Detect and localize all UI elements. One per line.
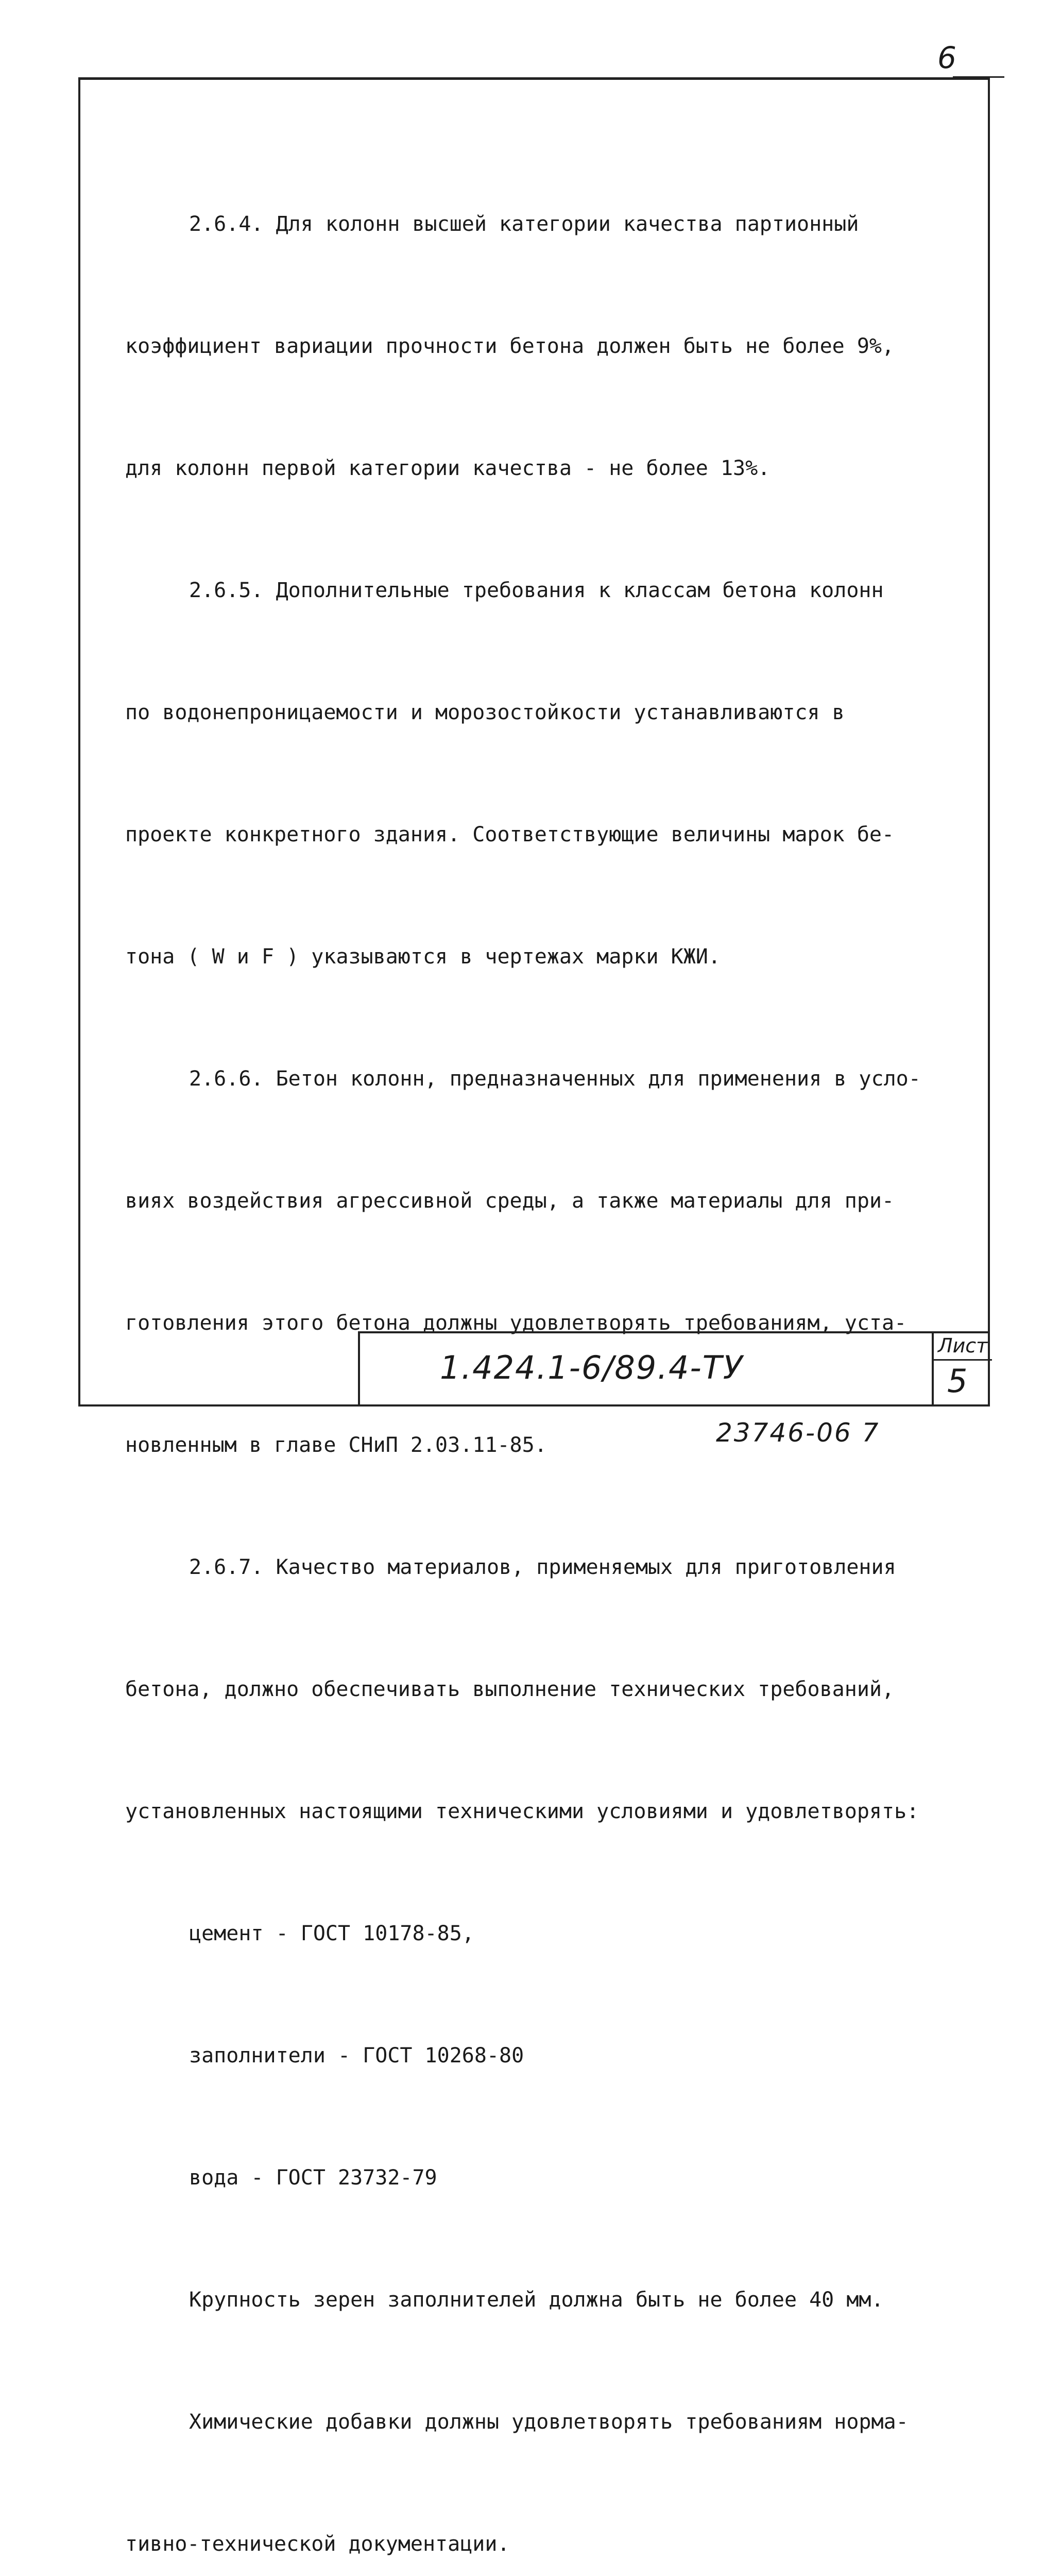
text-line: новленным в главе СНиП 2.03.11-85. bbox=[125, 1433, 547, 1457]
sheet-label: Лист bbox=[938, 1334, 988, 1357]
text-line: 2.6.7. Качество материалов, применяемых для приготовления bbox=[189, 1555, 896, 1579]
sheet-number: 5 bbox=[947, 1362, 968, 1400]
text-line: бетона, должно обеспечивать выполнение технических требований, bbox=[125, 1677, 895, 1701]
text-line: виях воздействия агрессивной среды, а также материалы для при- bbox=[125, 1189, 895, 1213]
text-line: вода - ГОСТ 23732-79 bbox=[189, 2166, 437, 2190]
text-line: тона ( W и F ) указываются в чертежах марки КЖИ. bbox=[125, 945, 721, 969]
text-line: проекте конкретного здания. Соответствующие величины марок бе- bbox=[125, 823, 895, 846]
text-line: заполнители - ГОСТ 10268-80 bbox=[189, 2044, 524, 2067]
text-line: Химические добавки должны удовлетворять требованиям норма- bbox=[189, 2410, 909, 2434]
text-line: для колонн первой категории качества - не более 13%. bbox=[125, 456, 771, 480]
text-line: коэффициент вариации прочности бетона должен быть не более 9%, bbox=[125, 334, 895, 358]
archive-code: 23746-06 7 bbox=[716, 1418, 880, 1448]
title-block-stamp bbox=[358, 1331, 990, 1406]
page-number: 6 bbox=[937, 40, 956, 75]
stamp-sheet-rule bbox=[932, 1359, 992, 1361]
text-line: Крупность зерен заполнителей должна быть не более 40 мм. bbox=[189, 2288, 884, 2312]
text-line: установленных настоящими техническими условиями и удовлетворять: bbox=[125, 1800, 919, 1823]
stamp-divider bbox=[932, 1333, 934, 1406]
text-line: 2.6.4. Для колонн высшей категории качества партионный bbox=[189, 212, 859, 236]
text-line: тивно-технической документации. bbox=[125, 2532, 510, 2556]
document-code: 1.424.1-6/89.4-ТУ bbox=[440, 1349, 744, 1386]
text-line: 2.6.5. Дополнительные требования к классам бетона колонн bbox=[189, 579, 884, 602]
text-line: цемент - ГОСТ 10178-85, bbox=[189, 1922, 474, 1945]
text-line: 2.6.6. Бетон колонн, предназначенных для применения в усло- bbox=[189, 1067, 921, 1091]
text-line: по водонепроницаемости и морозостойкости устанавливаются в bbox=[125, 701, 845, 724]
text-line: готовления этого бетона должны удовлетворять требованиям, уста- bbox=[125, 1311, 907, 1335]
